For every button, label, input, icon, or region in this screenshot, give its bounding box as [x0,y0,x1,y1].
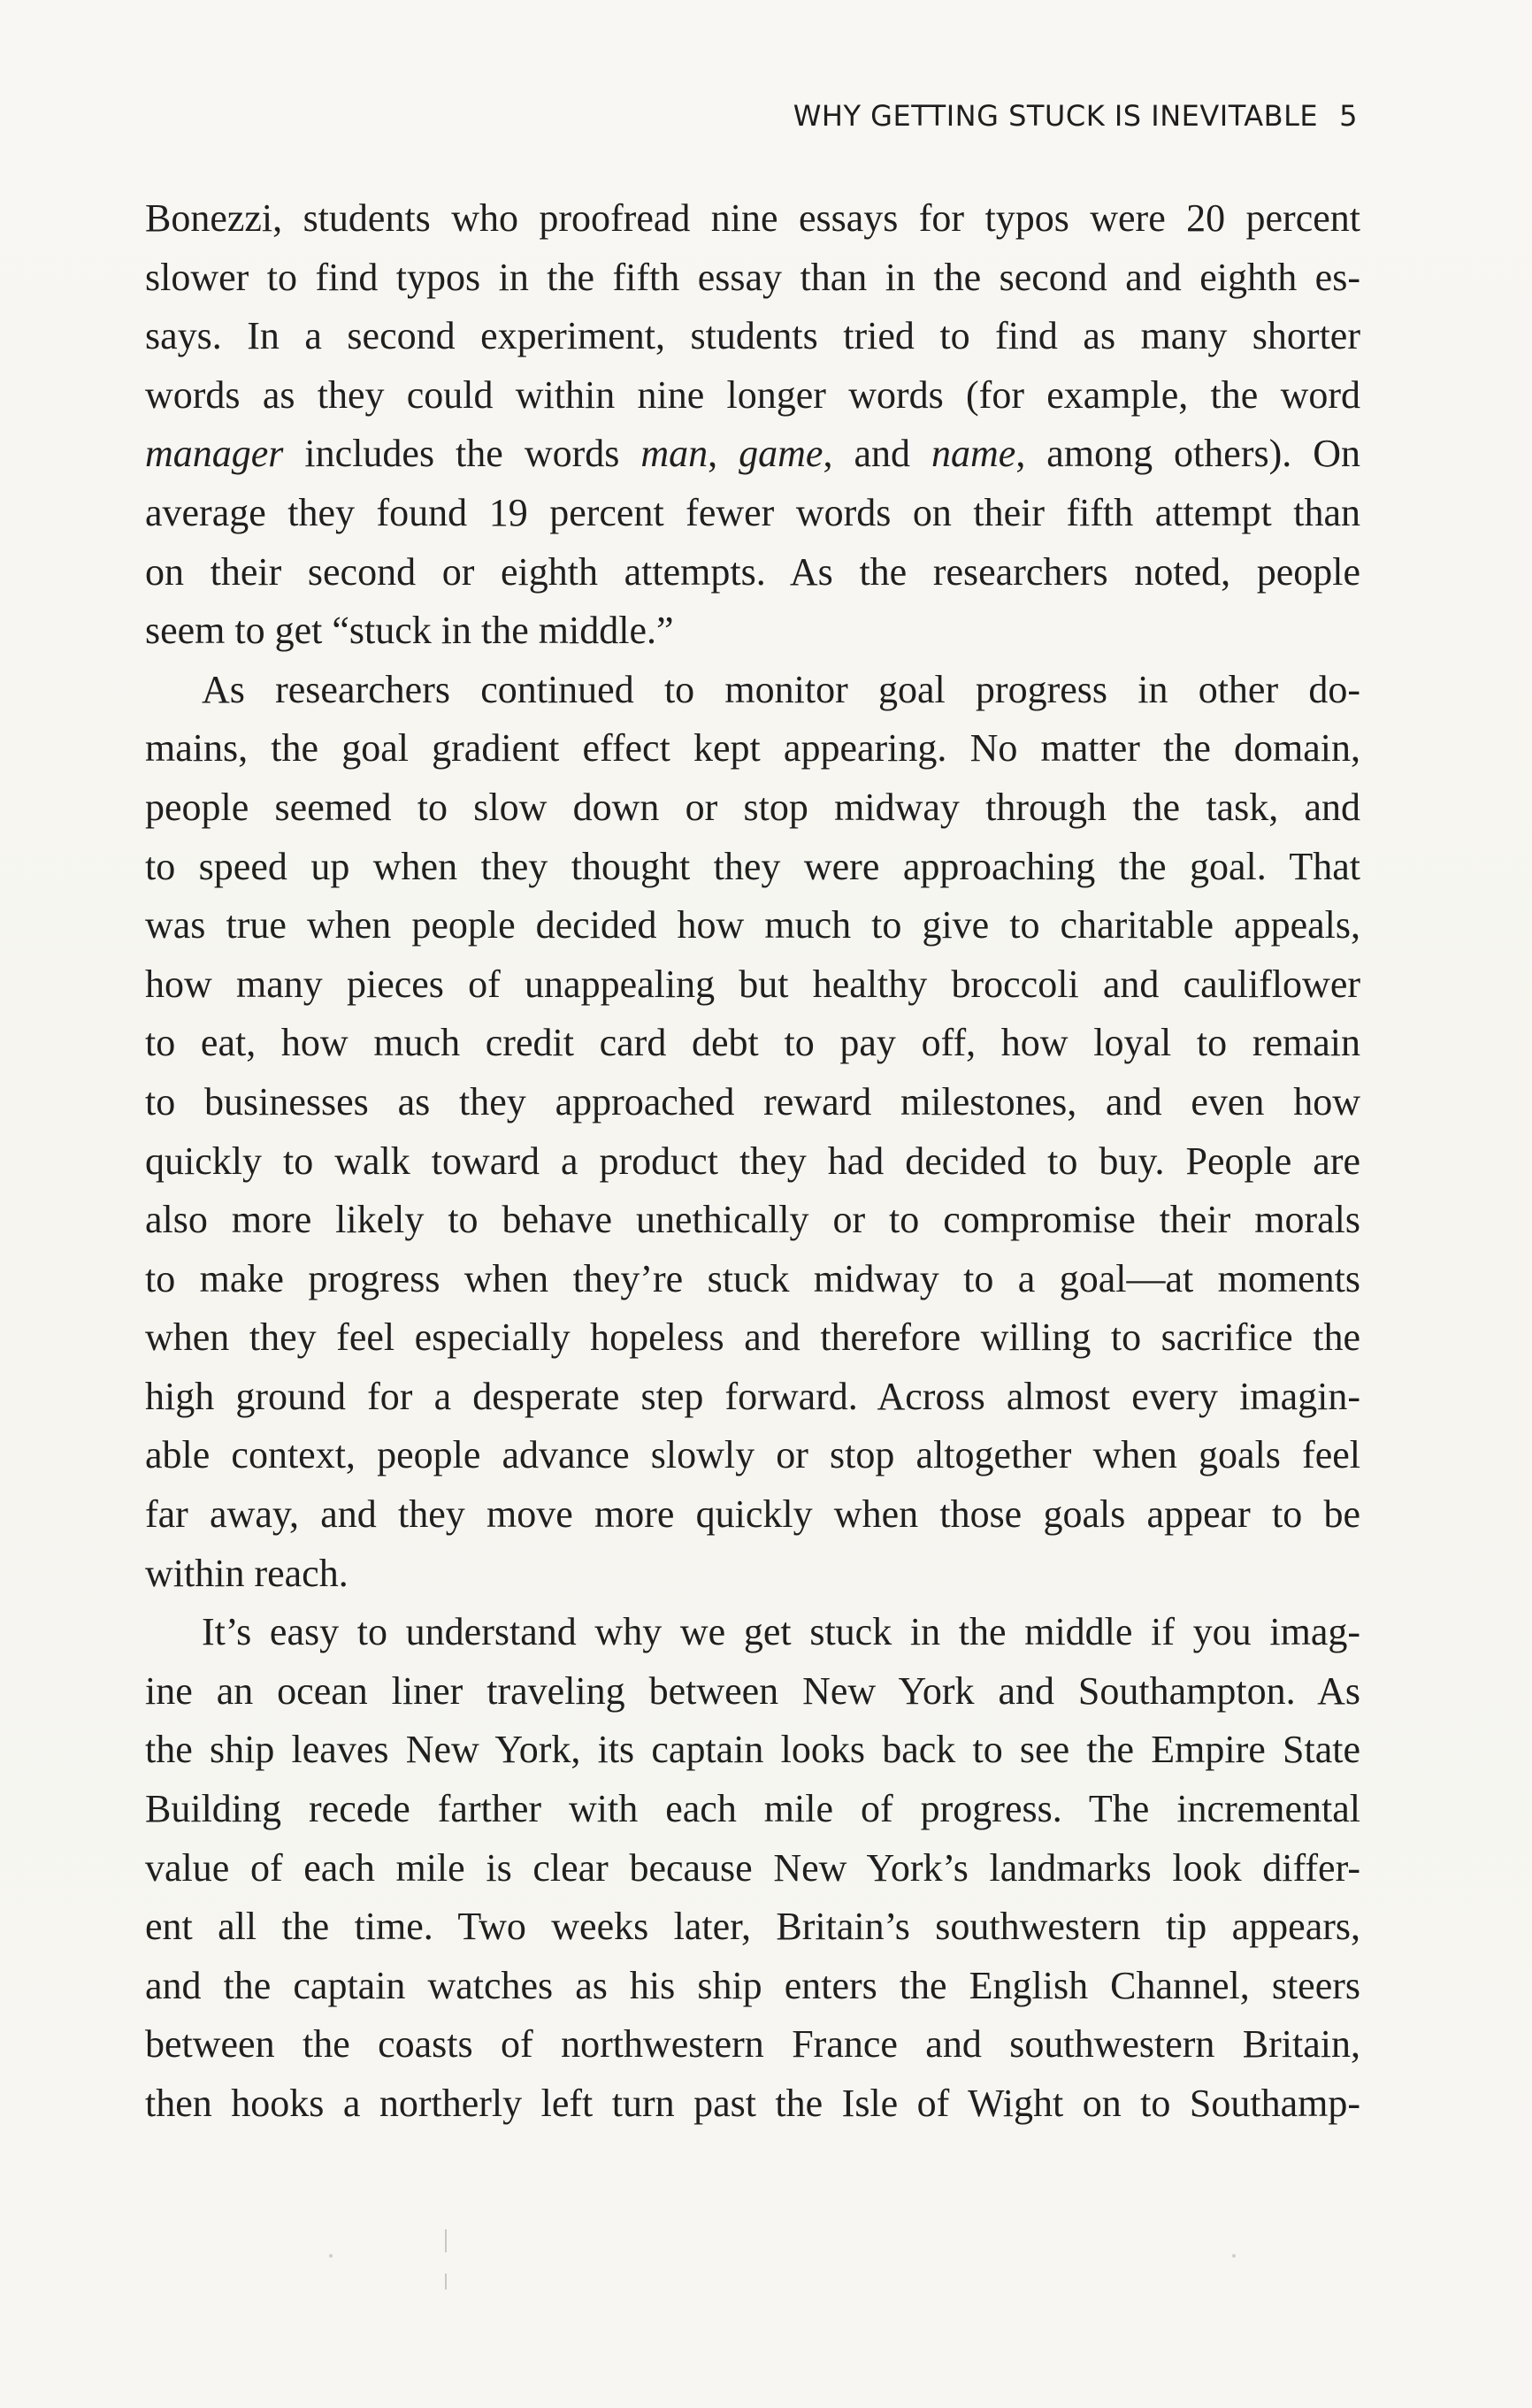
text-line: high ground for a desperate step forward. Across almost every imagin- [145,1374,1360,1418]
running-header [793,99,1358,133]
text-line: when they feel especially hopeless and therefore willing to sacrifice the [145,1315,1360,1360]
text-line: manager includes the words man, game, and name, among others). On [145,432,1360,476]
text-line: within reach. [145,1551,349,1595]
scan-artifact [445,2229,447,2252]
text-line: ine an ocean liner traveling between New York and Southampton. As [145,1668,1360,1713]
text-line: seem to get “stuck in the middle.” [145,609,674,653]
scan-artifact [445,2274,447,2289]
text-line: to eat, how much credit card debt to pay off, how loyal to remain [145,1021,1360,1065]
text-line: to make progress when they’re stuck midway to a goal—at moments [145,1256,1360,1300]
text-line: to businesses as they approached reward milestones, and even how [145,1079,1360,1123]
text-line: mains, the goal gradient effect kept appearing. No matter the domain, [145,726,1360,771]
text-line: then hooks a northerly left turn past the Isle of Wight on to Southamp- [145,2082,1360,2125]
text-line: says. In a second experiment, students tried to find as many shorter [145,314,1360,358]
text-line: between the coasts of northwestern France and southwestern Britain, [145,2022,1360,2067]
text-line: average they found 19 percent fewer words on their fifth attempt than [145,490,1360,534]
scan-artifact [1232,2254,1236,2258]
text-line: also more likely to behave unethically or to compromise their morals [145,1198,1360,1242]
text-line: was true when people decided how much to give to charitable appeals, [145,903,1360,947]
body-text [145,189,1360,2134]
running-title: WHY GETTING STUCK IS INEVITABLE [793,99,1319,133]
text-line: how many pieces of unappealing but healthy broccoli and cauliflower [145,962,1360,1006]
page-number: 5 [1339,99,1358,133]
text-line: far away, and they move more quickly when those goals appear to be [145,1492,1360,1537]
text-line: It’s easy to understand why we get stuck in the middle if you imag- [202,1610,1360,1654]
text-line: the ship leaves New York, its captain looks back to see the Empire State [145,1728,1360,1772]
text-line: As researchers continued to monitor goal progress in other do- [202,667,1360,711]
text-line: and the captain watches as his ship enters the English Channel, steers [145,1963,1360,2007]
text-line: Building recede farther with each mile of progress. The incremental [145,1787,1360,1831]
text-line: people seemed to slow down or stop midway through the task, and [145,785,1360,829]
text-line: Bonezzi, students who proofread nine essays for typos were 20 percent [145,196,1360,240]
text-line: able context, people advance slowly or stop altogether when goals feel [145,1433,1360,1477]
text-line: quickly to walk toward a product they had decided to buy. People are [145,1139,1360,1183]
text-line: to speed up when they thought they were approaching the goal. That [145,844,1360,888]
text-line: value of each mile is clear because New York’s landmarks look differ- [145,1845,1360,1890]
text-line: words as they could within nine longer words (for example, the word [145,372,1360,417]
text-line: ent all the time. Two weeks later, Britain’s southwestern tip appears, [145,1905,1360,1949]
scan-artifact [329,2254,333,2258]
text-line: slower to find typos in the fifth essay than in the second and eighth es- [145,255,1360,299]
text-line: on their second or eighth attempts. As the researchers noted, people [145,549,1360,594]
